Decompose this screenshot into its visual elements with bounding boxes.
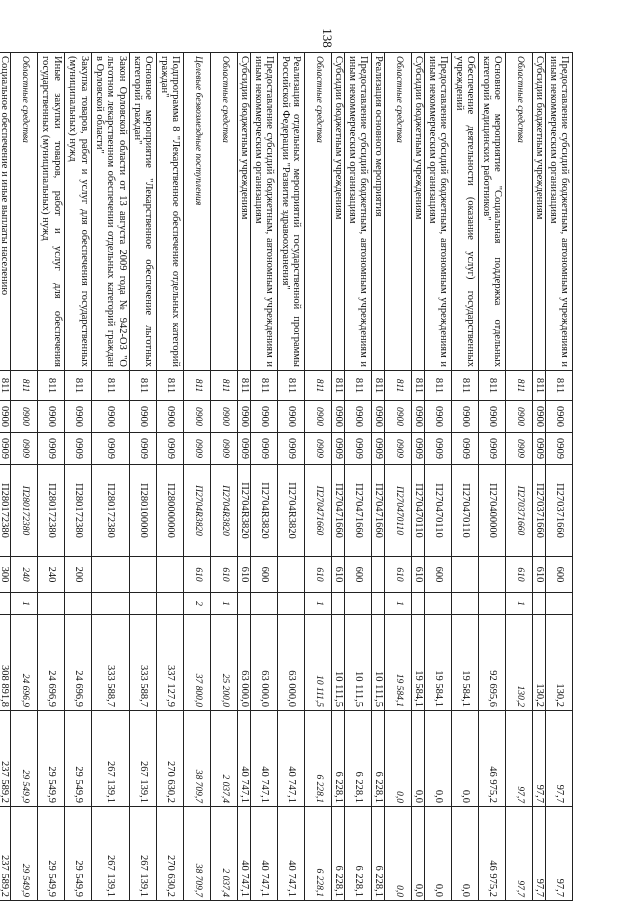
amount-1-cell: 130,2: [546, 615, 573, 711]
row-name-cell: Областные средства: [211, 53, 238, 371]
amount-2-cell: 29 549,9: [65, 711, 92, 807]
subsection-code-cell: 0909: [38, 433, 65, 465]
section-code-cell: 0900: [479, 401, 506, 433]
amount-3-cell: 237 589,2: [0, 807, 11, 901]
amount-3-cell: 40 747,1: [278, 807, 305, 901]
table-row: [479, 53, 506, 901]
funding-variant-cell: [157, 593, 184, 615]
section-code-cell: 0900: [412, 401, 425, 433]
amount-2-cell: 2 037,4: [211, 711, 238, 807]
admin-code-cell: 811: [211, 371, 238, 401]
subsection-code-cell: 0909: [92, 433, 130, 465]
amount-1-cell: 24 696,9: [11, 615, 38, 711]
amount-2-cell: 97,7: [506, 711, 533, 807]
expense-type-cell: 610: [533, 557, 546, 593]
admin-code-cell: 811: [533, 371, 546, 401]
amount-1-cell: 19 584,1: [385, 615, 412, 711]
row-name-cell: Областные средства: [506, 53, 533, 371]
target-article-cell: П2704R3820: [278, 465, 305, 557]
expense-type-cell: 600: [345, 557, 372, 593]
admin-code-cell: 811: [157, 371, 184, 401]
amount-3-cell: 0,0: [412, 807, 425, 901]
expense-type-cell: [372, 557, 385, 593]
row-name-cell: Обеспечение деятельности (оказание услуг) государственных учреждений: [452, 53, 479, 371]
funding-variant-cell: [130, 593, 157, 615]
row-name-cell: Реализация основного мероприятия: [372, 53, 385, 371]
amount-1-cell: 24 696,9: [38, 615, 65, 711]
subsection-code-cell: 0909: [278, 433, 305, 465]
admin-code-cell: 811: [332, 371, 345, 401]
expense-type-cell: [92, 557, 130, 593]
target-article-cell: П270371660: [546, 465, 573, 557]
admin-code-cell: 811: [479, 371, 506, 401]
amount-3-cell: 29 549,9: [38, 807, 65, 901]
table-row: [452, 53, 479, 901]
target-article-cell: П280172380: [0, 465, 11, 557]
section-code-cell: 0900: [305, 401, 332, 433]
admin-code-cell: 811: [305, 371, 332, 401]
row-name-cell: Реализация отдельных мероприятий государственной программы Российской Федерации "Развитие здравоохранения": [278, 53, 305, 371]
budget-table: [0, 52, 573, 901]
funding-variant-cell: [251, 593, 278, 615]
expense-type-cell: [278, 557, 305, 593]
expense-type-cell: 240: [11, 557, 38, 593]
funding-variant-cell: 1: [11, 593, 38, 615]
amount-3-cell: 40 747,1: [251, 807, 278, 901]
target-article-cell: П280172380: [65, 465, 92, 557]
row-name-cell: Предоставление субсидий бюджетным, автономным учреждениям и иным некоммерческим организациям: [251, 53, 278, 371]
amount-1-cell: 130,2: [506, 615, 533, 711]
section-code-cell: 0900: [372, 401, 385, 433]
amount-3-cell: 97,7: [546, 807, 573, 901]
expense-type-cell: 610: [305, 557, 332, 593]
amount-3-cell: 6 228,1: [372, 807, 385, 901]
funding-variant-cell: 1: [385, 593, 412, 615]
subsection-code-cell: 0909: [533, 433, 546, 465]
row-name-cell: Субсидии бюджетным учреждениям: [412, 53, 425, 371]
amount-3-cell: 6 228,1: [345, 807, 372, 901]
amount-1-cell: 10 111,5: [305, 615, 332, 711]
section-code-cell: 0900: [157, 401, 184, 433]
section-code-cell: 0900: [506, 401, 533, 433]
amount-2-cell: 6 228,1: [332, 711, 345, 807]
row-name-cell: Субсидии бюджетным учреждениям: [332, 53, 345, 371]
amount-1-cell: 10 111,5: [345, 615, 372, 711]
amount-3-cell: 6 228,1: [332, 807, 345, 901]
expense-type-cell: [130, 557, 157, 593]
expense-type-cell: 610: [332, 557, 345, 593]
admin-code-cell: 811: [452, 371, 479, 401]
table-row: [11, 53, 38, 901]
expense-type-cell: 610: [385, 557, 412, 593]
amount-2-cell: 29 549,9: [11, 711, 38, 807]
expense-type-cell: [479, 557, 506, 593]
funding-variant-cell: [452, 593, 479, 615]
target-article-cell: П270470110: [452, 465, 479, 557]
table-row: [65, 53, 92, 901]
target-article-cell: П270371660: [506, 465, 533, 557]
admin-code-cell: 811: [11, 371, 38, 401]
amount-3-cell: 38 709,7: [184, 807, 211, 901]
funding-variant-cell: [65, 593, 92, 615]
row-name-cell: Основное мероприятие "Лекарственное обеспечение льготных категорий граждан": [130, 53, 157, 371]
funding-variant-cell: [0, 593, 11, 615]
expense-type-cell: [452, 557, 479, 593]
amount-3-cell: 2 037,4: [211, 807, 238, 901]
amount-1-cell: 333 588,7: [92, 615, 130, 711]
target-article-cell: П270371660: [533, 465, 546, 557]
amount-1-cell: 308 891,8: [0, 615, 11, 711]
table-row: [0, 53, 11, 901]
section-code-cell: 0900: [211, 401, 238, 433]
amount-3-cell: 0,0: [385, 807, 412, 901]
amount-2-cell: 6 228,1: [345, 711, 372, 807]
subsection-code-cell: 0909: [506, 433, 533, 465]
row-name-cell: Предоставление субсидий бюджетным, автономным учреждениям и иным некоммерческим организациям: [345, 53, 372, 371]
section-code-cell: 0900: [546, 401, 573, 433]
section-code-cell: 0900: [533, 401, 546, 433]
target-article-cell: П2704R3820: [184, 465, 211, 557]
amount-3-cell: 0,0: [452, 807, 479, 901]
funding-variant-cell: [546, 593, 573, 615]
subsection-code-cell: 0909: [385, 433, 412, 465]
funding-variant-cell: 2: [184, 593, 211, 615]
expense-type-cell: 240: [38, 557, 65, 593]
admin-code-cell: 811: [238, 371, 251, 401]
target-article-cell: П270471660: [372, 465, 385, 557]
subsection-code-cell: 0909: [0, 433, 11, 465]
table-row: [412, 53, 425, 901]
row-name-cell: Социальное обеспечение и иные выплаты населению: [0, 53, 11, 371]
row-name-cell: Подпрограмма 8 "Лекарственное обеспечение отдельных категорий граждан": [157, 53, 184, 371]
subsection-code-cell: 0909: [425, 433, 452, 465]
section-code-cell: 0900: [332, 401, 345, 433]
amount-3-cell: 29 549,9: [11, 807, 38, 901]
table-row: [92, 53, 130, 901]
expense-type-cell: 610: [412, 557, 425, 593]
target-article-cell: П2704R3820: [251, 465, 278, 557]
funding-variant-cell: [332, 593, 345, 615]
amount-1-cell: 92 695,6: [479, 615, 506, 711]
subsection-code-cell: 0909: [412, 433, 425, 465]
admin-code-cell: 811: [506, 371, 533, 401]
amount-2-cell: 270 630,2: [157, 711, 184, 807]
table-row: [345, 53, 372, 901]
admin-code-cell: 811: [372, 371, 385, 401]
expense-type-cell: 610: [506, 557, 533, 593]
amount-1-cell: 25 200,0: [211, 615, 238, 711]
amount-2-cell: 38 709,7: [184, 711, 211, 807]
amount-2-cell: 40 747,1: [278, 711, 305, 807]
expense-type-cell: 300: [0, 557, 11, 593]
target-article-cell: П280000000: [157, 465, 184, 557]
row-name-cell: Субсидии бюджетным учреждениям: [238, 53, 251, 371]
expense-type-cell: 610: [211, 557, 238, 593]
row-name-cell: Предоставление субсидий бюджетным, автономным учреждениям и иным некоммерческим организациям: [546, 53, 573, 371]
row-name-cell: Закупка товаров, работ и услуг для обеспечения государственных (муниципальных) нужд: [65, 53, 92, 371]
expense-type-cell: 610: [184, 557, 211, 593]
section-code-cell: 0900: [345, 401, 372, 433]
funding-variant-cell: [92, 593, 130, 615]
table-row: [130, 53, 157, 901]
subsection-code-cell: 0909: [11, 433, 38, 465]
subsection-code-cell: 0909: [345, 433, 372, 465]
target-article-cell: П270470110: [425, 465, 452, 557]
amount-2-cell: 0,0: [385, 711, 412, 807]
admin-code-cell: 811: [0, 371, 11, 401]
amount-2-cell: 97,7: [533, 711, 546, 807]
expense-type-cell: 600: [425, 557, 452, 593]
subsection-code-cell: 0909: [238, 433, 251, 465]
budget-table-body: [0, 53, 573, 901]
funding-variant-cell: 1: [211, 593, 238, 615]
section-code-cell: 0900: [65, 401, 92, 433]
admin-code-cell: 811: [425, 371, 452, 401]
section-code-cell: 0900: [385, 401, 412, 433]
subsection-code-cell: 0909: [452, 433, 479, 465]
page-number: 138: [320, 28, 335, 48]
amount-1-cell: 63 000,0: [251, 615, 278, 711]
admin-code-cell: 811: [130, 371, 157, 401]
admin-code-cell: 811: [184, 371, 211, 401]
funding-variant-cell: [533, 593, 546, 615]
amount-3-cell: 6 228,1: [305, 807, 332, 901]
table-row: [38, 53, 65, 901]
funding-variant-cell: [425, 593, 452, 615]
amount-1-cell: 19 584,1: [452, 615, 479, 711]
budget-table-container: [0, 52, 573, 900]
section-code-cell: 0900: [425, 401, 452, 433]
amount-1-cell: 63 000,0: [278, 615, 305, 711]
target-article-cell: П270400000: [479, 465, 506, 557]
section-code-cell: 0900: [11, 401, 38, 433]
subsection-code-cell: 0909: [184, 433, 211, 465]
amount-1-cell: 10 111,5: [372, 615, 385, 711]
admin-code-cell: 811: [345, 371, 372, 401]
row-name-cell: Предоставление субсидий бюджетным, автономным учреждениям и иным некоммерческим организациям: [425, 53, 452, 371]
table-row: [385, 53, 412, 901]
amount-2-cell: 6 228,1: [372, 711, 385, 807]
expense-type-cell: 600: [546, 557, 573, 593]
amount-1-cell: 37 800,0: [184, 615, 211, 711]
section-code-cell: 0900: [38, 401, 65, 433]
funding-variant-cell: 1: [506, 593, 533, 615]
subsection-code-cell: 0909: [157, 433, 184, 465]
section-code-cell: 0900: [0, 401, 11, 433]
admin-code-cell: 811: [546, 371, 573, 401]
table-row: [278, 53, 305, 901]
table-row: [184, 53, 211, 901]
amount-2-cell: 6 228,1: [305, 711, 332, 807]
table-row: [305, 53, 332, 901]
admin-code-cell: 811: [65, 371, 92, 401]
table-row: [157, 53, 184, 901]
funding-variant-cell: 1: [305, 593, 332, 615]
table-row: [533, 53, 546, 901]
funding-variant-cell: [345, 593, 372, 615]
target-article-cell: П2704R3820: [211, 465, 238, 557]
amount-3-cell: 267 139,1: [130, 807, 157, 901]
table-row: [251, 53, 278, 901]
admin-code-cell: 811: [92, 371, 130, 401]
row-name-cell: Закон Орловской области от 13 августа 2009 года № 942-ОЗ "О льготном лекарственном обеспечении отдельных категорий граждан в Орловской области": [92, 53, 130, 371]
table-row: [425, 53, 452, 901]
amount-3-cell: 0,0: [425, 807, 452, 901]
section-code-cell: 0900: [238, 401, 251, 433]
table-row: [332, 53, 345, 901]
amount-1-cell: 130,2: [533, 615, 546, 711]
amount-2-cell: 29 549,9: [38, 711, 65, 807]
funding-variant-cell: [372, 593, 385, 615]
funding-variant-cell: [38, 593, 65, 615]
amount-2-cell: 40 747,1: [251, 711, 278, 807]
amount-2-cell: 267 139,1: [92, 711, 130, 807]
amount-2-cell: 0,0: [425, 711, 452, 807]
subsection-code-cell: 0909: [211, 433, 238, 465]
amount-1-cell: 19 584,1: [412, 615, 425, 711]
amount-1-cell: 333 588,7: [130, 615, 157, 711]
target-article-cell: П2704R3820: [238, 465, 251, 557]
target-article-cell: П270471660: [345, 465, 372, 557]
row-name-cell: Основное мероприятие "Социальная поддержка отдельных категорий медицинских работников": [479, 53, 506, 371]
section-code-cell: 0900: [452, 401, 479, 433]
expense-type-cell: 200: [65, 557, 92, 593]
subsection-code-cell: 0909: [305, 433, 332, 465]
admin-code-cell: 811: [278, 371, 305, 401]
table-row: [372, 53, 385, 901]
target-article-cell: П270471660: [305, 465, 332, 557]
target-article-cell: П280172380: [38, 465, 65, 557]
funding-variant-cell: [412, 593, 425, 615]
row-name-cell: Субсидии бюджетным учреждениям: [533, 53, 546, 371]
subsection-code-cell: 0909: [332, 433, 345, 465]
amount-3-cell: 40 747,1: [238, 807, 251, 901]
amount-3-cell: 46 975,2: [479, 807, 506, 901]
subsection-code-cell: 0909: [479, 433, 506, 465]
amount-1-cell: 19 584,1: [425, 615, 452, 711]
admin-code-cell: 811: [251, 371, 278, 401]
expense-type-cell: 610: [238, 557, 251, 593]
section-code-cell: 0900: [278, 401, 305, 433]
amount-2-cell: 237 589,2: [0, 711, 11, 807]
row-name-cell: Областные средства: [11, 53, 38, 371]
subsection-code-cell: 0909: [546, 433, 573, 465]
target-article-cell: П280172380: [11, 465, 38, 557]
target-article-cell: П270470110: [385, 465, 412, 557]
amount-1-cell: 63 000,0: [238, 615, 251, 711]
funding-variant-cell: [479, 593, 506, 615]
subsection-code-cell: 0909: [251, 433, 278, 465]
target-article-cell: П280172380: [92, 465, 130, 557]
amount-2-cell: 97,7: [546, 711, 573, 807]
row-name-cell: Областные средства: [305, 53, 332, 371]
amount-1-cell: 10 111,5: [332, 615, 345, 711]
table-row: [506, 53, 533, 901]
rotated-table-frame: [0, 52, 573, 900]
expense-type-cell: 600: [251, 557, 278, 593]
target-article-cell: П280100000: [130, 465, 157, 557]
amount-2-cell: 0,0: [412, 711, 425, 807]
admin-code-cell: 811: [38, 371, 65, 401]
expense-type-cell: [157, 557, 184, 593]
section-code-cell: 0900: [92, 401, 130, 433]
table-row: [546, 53, 573, 901]
amount-3-cell: 97,7: [533, 807, 546, 901]
amount-1-cell: 337 127,9: [157, 615, 184, 711]
amount-3-cell: 29 549,9: [65, 807, 92, 901]
target-article-cell: П270470110: [412, 465, 425, 557]
row-name-cell: Целевые безвозмездные поступления: [184, 53, 211, 371]
table-row: [238, 53, 251, 901]
row-name-cell: Иные закупки товаров, работ и услуг для обеспечения государственных (муниципальных) нужд: [38, 53, 65, 371]
admin-code-cell: 811: [412, 371, 425, 401]
amount-3-cell: 97,7: [506, 807, 533, 901]
subsection-code-cell: 0909: [130, 433, 157, 465]
subsection-code-cell: 0909: [372, 433, 385, 465]
funding-variant-cell: [278, 593, 305, 615]
admin-code-cell: 811: [385, 371, 412, 401]
amount-1-cell: 24 696,9: [65, 615, 92, 711]
subsection-code-cell: 0909: [65, 433, 92, 465]
funding-variant-cell: [238, 593, 251, 615]
amount-2-cell: 0,0: [452, 711, 479, 807]
section-code-cell: 0900: [130, 401, 157, 433]
section-code-cell: 0900: [184, 401, 211, 433]
amount-2-cell: 40 747,1: [238, 711, 251, 807]
section-code-cell: 0900: [251, 401, 278, 433]
target-article-cell: П270471660: [332, 465, 345, 557]
amount-3-cell: 267 139,1: [92, 807, 130, 901]
amount-2-cell: 267 139,1: [130, 711, 157, 807]
amount-2-cell: 46 975,2: [479, 711, 506, 807]
amount-3-cell: 270 630,2: [157, 807, 184, 901]
row-name-cell: Областные средства: [385, 53, 412, 371]
table-row: [211, 53, 238, 901]
